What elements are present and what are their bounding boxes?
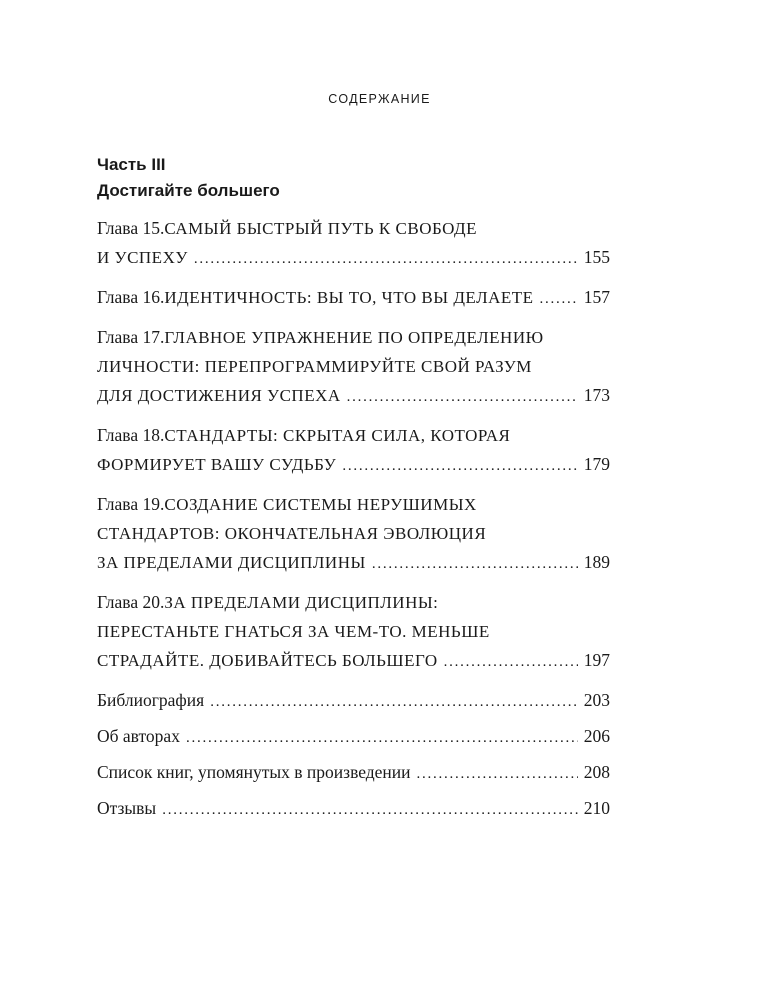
- chapter-title-line: САМЫЙ БЫСТРЫЙ ПУТЬ К СВОБОДЕ: [164, 219, 478, 238]
- chapter-title-line: ФОРМИРУЕТ ВАШУ СУДЬБУ: [97, 455, 337, 474]
- chapter-number: Глава 19.: [97, 494, 165, 514]
- dot-leader: [417, 760, 578, 789]
- toc-entry-line: [97, 283, 610, 312]
- toc-entry-back-matter[interactable]: [97, 758, 610, 787]
- chapter-number: Глава 15.: [97, 218, 165, 238]
- dot-leader: [210, 688, 578, 717]
- toc-entry-line: [97, 617, 610, 646]
- chapter-title-line: СТАНДАРТОВ: ОКОНЧАТЕЛЬНАЯ ЭВОЛЮЦИЯ: [97, 524, 487, 543]
- toc-entry-line: [97, 381, 610, 410]
- table-of-contents: [97, 214, 610, 830]
- chapter-number: Глава 20.: [97, 592, 165, 612]
- toc-entry-line: [97, 722, 610, 751]
- page-number: 155: [583, 247, 610, 267]
- page-number: 203: [583, 690, 610, 710]
- chapter-number: Глава 18.: [97, 425, 165, 445]
- toc-entry-back-matter[interactable]: [97, 686, 610, 715]
- page-number: 206: [583, 726, 610, 746]
- chapter-title-line: И УСПЕХУ: [97, 248, 188, 267]
- toc-entry-chapter[interactable]: [97, 490, 610, 577]
- dot-leader: [186, 724, 578, 753]
- chapter-title-line: ЗА ПРЕДЕЛАМИ ДИСЦИПЛИНЫ: [97, 553, 366, 572]
- toc-entry-line: [97, 450, 610, 479]
- dot-leader: [372, 550, 578, 579]
- page-number: 197: [583, 650, 610, 670]
- chapter-title-line: ДЛЯ ДОСТИЖЕНИЯ УСПЕХА: [97, 386, 341, 405]
- chapter-title-line: ИДЕНТИЧНОСТЬ: ВЫ ТО, ЧТО ВЫ ДЕЛАЕТЕ: [164, 288, 534, 307]
- dot-leader: [162, 796, 578, 825]
- entry-title: Об авторах: [97, 726, 180, 746]
- toc-entry-chapter[interactable]: [97, 421, 610, 479]
- toc-entry-line: [97, 588, 610, 617]
- dot-leader: [540, 285, 578, 314]
- toc-entry-back-matter[interactable]: [97, 722, 610, 751]
- chapter-title-line: СОЗДАНИЕ СИСТЕМЫ НЕРУШИМЫХ: [164, 495, 477, 514]
- toc-entry-line: [97, 352, 610, 381]
- toc-entry-line: [97, 548, 610, 577]
- toc-entry-chapter[interactable]: [97, 214, 610, 272]
- toc-entry-back-matter[interactable]: [97, 794, 610, 823]
- toc-entry-line: [97, 686, 610, 715]
- chapter-title-line: ЗА ПРЕДЕЛАМИ ДИСЦИПЛИНЫ:: [164, 593, 439, 612]
- toc-entry-line: [97, 758, 610, 787]
- chapter-title-line: ЛИЧНОСТИ: ПЕРЕПРОГРАММИРУЙТЕ СВОЙ РАЗУМ: [97, 357, 532, 376]
- chapter-title-line: СТРАДАЙТЕ. ДОБИВАЙТЕСЬ БОЛЬШЕГО: [97, 651, 438, 670]
- page-number: 189: [583, 552, 610, 572]
- chapter-number: Глава 17.: [97, 327, 165, 347]
- page-number: 157: [583, 287, 610, 307]
- dot-leader: [342, 452, 577, 481]
- part-heading: [97, 152, 280, 204]
- toc-entry-line: [97, 243, 610, 272]
- entry-title: Библиография: [97, 690, 205, 710]
- part-label: Часть III: [97, 155, 166, 174]
- toc-entry-chapter[interactable]: [97, 323, 610, 410]
- chapter-title-line: СТАНДАРТЫ: СКРЫТАЯ СИЛА, КОТОРАЯ: [164, 426, 511, 445]
- toc-entry-line: [97, 646, 610, 675]
- chapter-title-line: ГЛАВНОЕ УПРАЖНЕНИЕ ПО ОПРЕДЕЛЕНИЮ: [164, 328, 544, 347]
- part-title: Достигайте большего: [97, 181, 280, 200]
- toc-entry-line: [97, 519, 610, 548]
- dot-leader: [194, 245, 578, 274]
- toc-entry-chapter[interactable]: [97, 283, 610, 312]
- toc-entry-line: [97, 214, 610, 243]
- page-number: 210: [583, 798, 610, 818]
- dot-leader: [347, 383, 578, 412]
- toc-entry-line: [97, 323, 610, 352]
- page-number: 179: [583, 454, 610, 474]
- running-head: СОДЕРЖАНИЕ: [328, 92, 431, 106]
- dot-leader: [444, 648, 578, 677]
- entry-title: Список книг, упомянутых в произведении: [97, 762, 411, 782]
- chapter-title-line: ПЕРЕСТАНЬТЕ ГНАТЬСЯ ЗА ЧЕМ-ТО. МЕНЬШЕ: [97, 622, 490, 641]
- page-number: 208: [583, 762, 610, 782]
- toc-entry-chapter[interactable]: [97, 588, 610, 675]
- entry-title: Отзывы: [97, 798, 157, 818]
- chapter-number: Глава 16.: [97, 287, 165, 307]
- toc-entry-line: [97, 490, 610, 519]
- toc-entry-line: [97, 794, 610, 823]
- page-number: 173: [583, 385, 610, 405]
- toc-entry-line: [97, 421, 610, 450]
